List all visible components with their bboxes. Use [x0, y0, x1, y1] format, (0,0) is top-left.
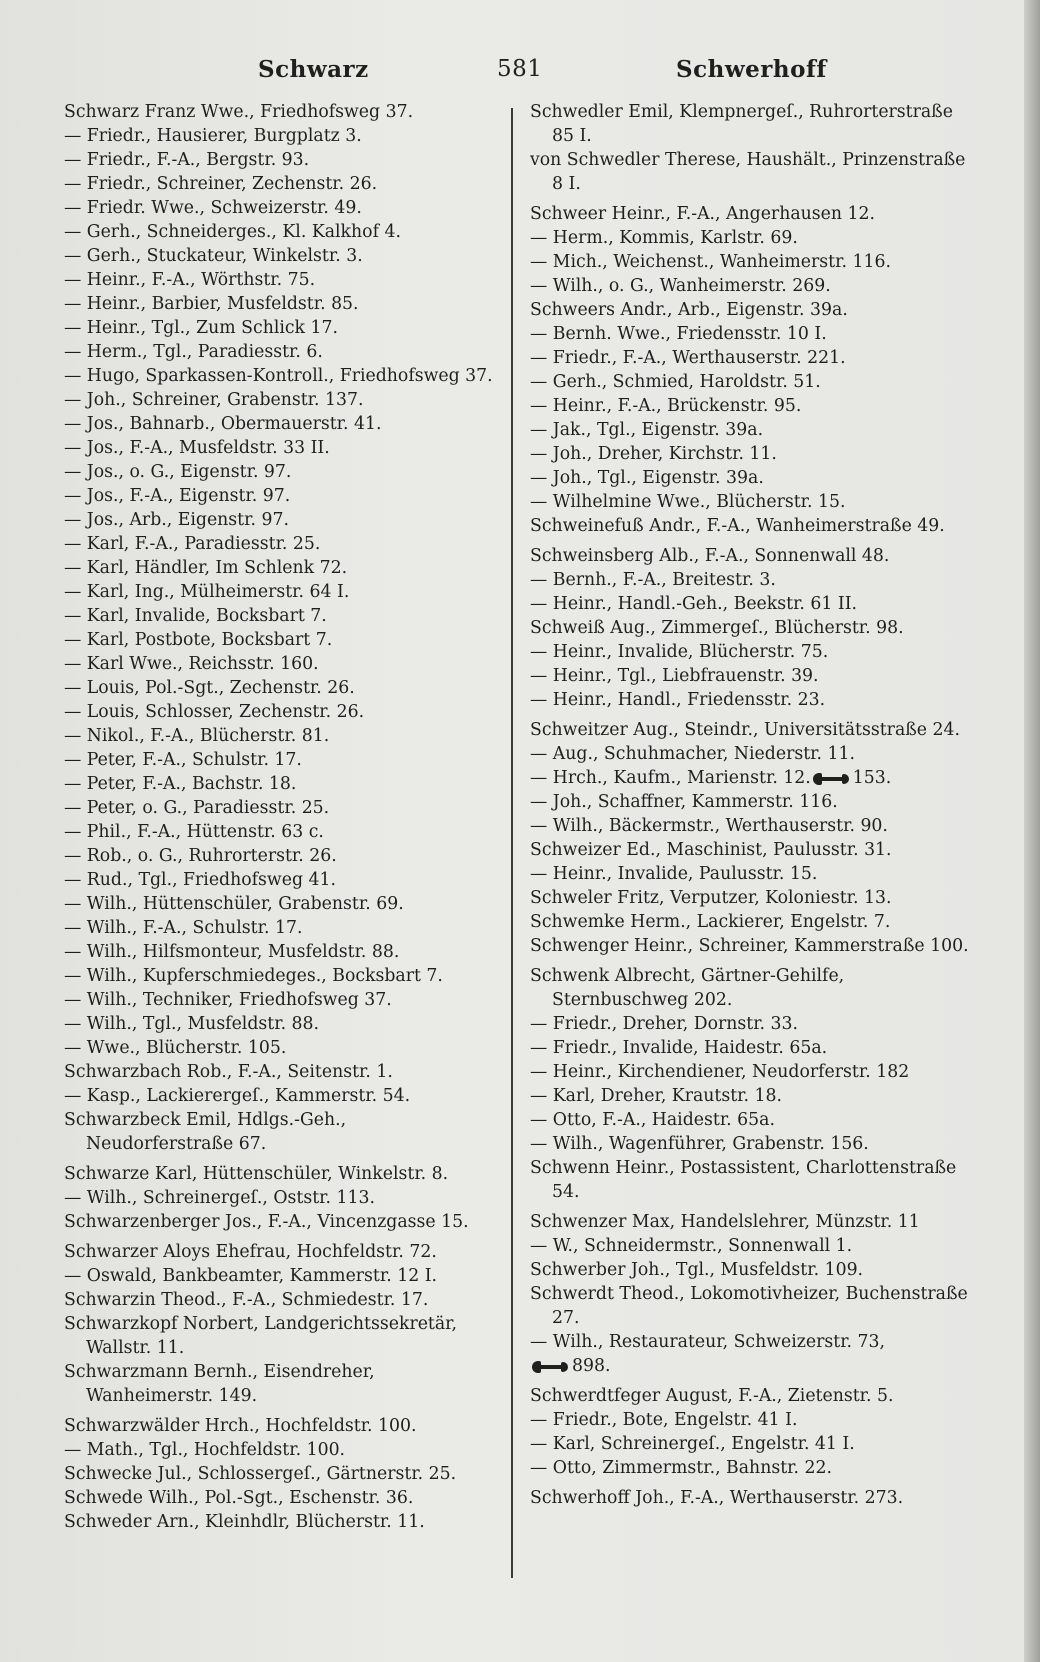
list-item: — Jos., F.-A., Musfeldstr. 33 II.: [64, 438, 330, 458]
list-item: — Wilh., Hüttenschüler, Grabenstr. 69.: [64, 894, 404, 914]
list-item: — Herm., Kommis, Karlstr. 69.: [530, 228, 798, 248]
list-item: — Otto, F.-A., Haidestr. 65a.: [530, 1110, 775, 1130]
list-item: Schwerhoff Joh., F.-A., Werthauserstr. 273.: [530, 1488, 904, 1508]
list-item: — Peter, F.-A., Schulstr. 17.: [64, 750, 302, 770]
list-item: — Friedr., F.-A., Bergstr. 93.: [64, 150, 310, 170]
list-item: Schwenzer Max, Handelslehrer, Münzstr. 11: [530, 1212, 920, 1232]
list-item: — Gerh., Schmied, Haroldstr. 51.: [530, 372, 821, 392]
list-item: — Friedr., Schreiner, Zechenstr. 26.: [64, 174, 378, 194]
list-item: Schweler Fritz, Verputzer, Koloniestr. 13.: [530, 888, 892, 908]
list-item: — Wilh., Kupferschmiedeges., Bocksbart 7.: [64, 966, 443, 986]
page-header: [0, 56, 1024, 96]
list-item: Schwenger Heinr., Schreiner, Kammerstraße 100.: [530, 936, 969, 956]
list-item: Schwerdt Theod., Lokomotivheizer, Buchenstraße 27.: [530, 1284, 968, 1328]
list-item: Schwarze Karl, Hüttenschüler, Winkelstr. 8.: [64, 1164, 449, 1184]
list-item: Schwarzbeck Emil, Hdlgs.-Geh., Neudorferstraße 67.: [64, 1110, 347, 1154]
list-item: — Karl, Händler, Im Schlenk 72.: [64, 558, 348, 578]
list-item: — Wilh., Tgl., Musfeldstr. 88.: [64, 1014, 320, 1034]
list-item: Schwenn Heinr., Postassistent, Charlottenstraße 54.: [530, 1158, 957, 1202]
page-number: 581: [497, 56, 543, 82]
list-item: — Gerh., Schneiderges., Kl. Kalkhof 4.: [64, 222, 401, 242]
list-item: — Friedr., Dreher, Dornstr. 33.: [530, 1014, 799, 1034]
list-item: — Karl Wwe., Reichsstr. 160.: [64, 654, 319, 674]
list-item: Schwede Wilh., Pol.-Sgt., Eschenstr. 36.: [64, 1488, 414, 1508]
list-item: Schweitzer Aug., Steindr., Universitätsstraße 24.: [530, 720, 960, 740]
list-item: — Heinr., Tgl., Liebfrauenstr. 39.: [530, 666, 819, 686]
list-item: — Joh., Tgl., Eigenstr. 39a.: [530, 468, 764, 488]
list-item: — Jak., Tgl., Eigenstr. 39a.: [530, 420, 764, 440]
list-item: Schweder Arn., Kleinhdlr, Blücherstr. 11.: [64, 1512, 425, 1532]
list-item: — Mich., Weichenst., Wanheimerstr. 116.: [530, 252, 891, 272]
list-item: — Friedr., F.-A., Werthauserstr. 221.: [530, 348, 846, 368]
list-item: — Heinr., Tgl., Zum Schlick 17.: [64, 318, 339, 338]
list-item: — Louis, Schlosser, Zechenstr. 26.: [64, 702, 365, 722]
list-item: — Friedr. Wwe., Schweizerstr. 49.: [64, 198, 362, 218]
list-item: Schwarzkopf Norbert, Landgerichtssekretär, Wallstr. 11.: [64, 1314, 458, 1358]
list-item: — Jos., F.-A., Eigenstr. 97.: [64, 486, 291, 506]
list-item: — Kasp., Lackierergeſ., Kammerstr. 54.: [64, 1086, 411, 1106]
list-item: Schweiß Aug., Zimmergeſ., Blücherstr. 98.: [530, 618, 904, 638]
list-item: — Wilh., F.-A., Schulstr. 17.: [64, 918, 303, 938]
list-item: — Karl, Invalide, Bocksbart 7.: [64, 606, 327, 626]
list-item: — Peter, F.-A., Bachstr. 18.: [64, 774, 297, 794]
list-item: Schwarzin Theod., F.-A., Schmiedestr. 17.: [64, 1290, 429, 1310]
list-item: — Heinr., F.-A., Wörthstr. 75.: [64, 270, 316, 290]
list-item: Schwarzer Aloys Ehefrau, Hochfeldstr. 72.: [64, 1242, 437, 1262]
list-item: — Joh., Schreiner, Grabenstr. 137.: [64, 390, 364, 410]
list-item: — Friedr., Invalide, Haidestr. 65a.: [530, 1038, 828, 1058]
list-item: Schwarzmann Bernh., Eisendreher, Wanheimerstr. 149.: [64, 1362, 375, 1406]
list-item: — Wilh., Bäckermstr., Werthauserstr. 90.: [530, 816, 888, 836]
list-item: — Jos., Bahnarb., Obermauerstr. 41.: [64, 414, 382, 434]
list-item: — Wilhelmine Wwe., Blücherstr. 15.: [530, 492, 846, 512]
telephone-number: 153.: [852, 768, 892, 788]
header-left-keyword: Schwarz: [258, 56, 369, 83]
list-item: — Karl, F.-A., Paradiesstr. 25.: [64, 534, 321, 554]
list-item: Schwarz Franz Wwe., Friedhofsweg 37.: [64, 102, 414, 122]
list-item: — Herm., Tgl., Paradiesstr. 6.: [64, 342, 323, 362]
list-item: Schweers Andr., Arb., Eigenstr. 39a.: [530, 300, 848, 320]
list-item: — Peter, o. G., Paradiesstr. 25.: [64, 798, 330, 818]
list-item: — Wilh., Techniker, Friedhofsweg 37.: [64, 990, 392, 1010]
list-item: — Oswald, Bankbeamter, Kammerstr. 12 I.: [64, 1266, 438, 1286]
list-item: Schwecke Jul., Schlossergeſ., Gärtnerstr. 25.: [64, 1464, 457, 1484]
list-item: — Jos., o. G., Eigenstr. 97.: [64, 462, 292, 482]
list-item: — Phil., F.-A., Hüttenstr. 63 c.: [64, 822, 324, 842]
list-item: — Joh., Dreher, Kirchstr. 11.: [530, 444, 777, 464]
list-item: Schwerdtfeger August, F.-A., Zietenstr. 5.: [530, 1386, 894, 1406]
list-item: — Rob., o. G., Ruhrorterstr. 26.: [64, 846, 337, 866]
entry-text: — Hrch., Kaufm., Marienstr. 12.: [530, 768, 811, 788]
list-item: — Heinr., F.-A., Brückenstr. 95.: [530, 396, 802, 416]
list-item: — Hugo, Sparkassen-Kontroll., Friedhofsweg 37.: [64, 366, 493, 386]
list-item: — Gerh., Stuckateur, Winkelstr. 3.: [64, 246, 363, 266]
list-item: — Bernh. Wwe., Friedensstr. 10 I.: [530, 324, 827, 344]
list-item: Schwenk Albrecht, Gärtner-Gehilfe, Sternbuschweg 202.: [530, 966, 845, 1010]
left-column: [64, 100, 496, 1534]
list-item: Schwarzenberger Jos., F.-A., Vincenzgasse 15.: [64, 1212, 469, 1232]
list-item: Schwarzwälder Hrch., Hochfeldstr. 100.: [64, 1416, 417, 1436]
list-item: — Otto, Zimmermstr., Bahnstr. 22.: [530, 1458, 832, 1478]
telephone-icon: [532, 1361, 568, 1373]
list-item: — Wwe., Blücherstr. 105.: [64, 1038, 287, 1058]
list-item: — Heinr., Handl.-Geh., Beekstr. 61 II.: [530, 594, 858, 614]
list-item: — Wilh., Restaurateur, Schweizerstr. 73,: [530, 1332, 886, 1352]
list-item: — Karl, Schreinergeſ., Engelstr. 41 I.: [530, 1434, 855, 1454]
list-item: — Rud., Tgl., Friedhofsweg 41.: [64, 870, 336, 890]
list-item: — Karl, Dreher, Krautstr. 18.: [530, 1086, 783, 1106]
page-edge-shadow: [1024, 0, 1040, 1662]
list-item: — Heinr., Invalide, Blücherstr. 75.: [530, 642, 829, 662]
list-item: — Wilh., o. G., Wanheimerstr. 269.: [530, 276, 831, 296]
list-item: — Heinr., Invalide, Paulusstr. 15.: [530, 864, 818, 884]
list-item: von Schwedler Therese, Haushält., Prinzenstraße 8 I.: [530, 150, 966, 194]
list-item: — Wilh., Schreinergeſ., Oststr. 113.: [64, 1188, 375, 1208]
header-right-keyword: Schwerhoff: [676, 56, 827, 83]
list-item: — Karl, Ing., Mülheimerstr. 64 I.: [64, 582, 350, 602]
list-item: — Friedr., Bote, Engelstr. 41 I.: [530, 1410, 798, 1430]
list-item: Schwemke Herm., Lackierer, Engelstr. 7.: [530, 912, 891, 932]
list-item: — Math., Tgl., Hochfeldstr. 100.: [64, 1440, 346, 1460]
list-item: Schweinefuß Andr., F.-A., Wanheimerstraße 49.: [530, 516, 945, 536]
list-item: [530, 766, 978, 790]
list-item: Schweinsberg Alb., F.-A., Sonnenwall 48.: [530, 546, 890, 566]
list-item: — Joh., Schaffner, Kammerstr. 116.: [530, 792, 838, 812]
list-item: — Karl, Postbote, Bocksbart 7.: [64, 630, 333, 650]
list-item: Schwedler Emil, Klempnergeſ., Ruhrorterstraße 85 I.: [530, 102, 953, 146]
list-item: — Wilh., Wagenführer, Grabenstr. 156.: [530, 1134, 869, 1154]
list-item: — Heinr., Kirchendiener, Neudorferstr. 182: [530, 1062, 910, 1082]
list-item: — Aug., Schuhmacher, Niederstr. 11.: [530, 744, 855, 764]
right-column: [530, 100, 978, 1510]
list-item: Schweizer Ed., Maschinist, Paulusstr. 31.: [530, 840, 892, 860]
list-item: Schwarzbach Rob., F.-A., Seitenstr. 1.: [64, 1062, 393, 1082]
list-item: — Louis, Pol.-Sgt., Zechenstr. 26.: [64, 678, 355, 698]
list-item: Schwerber Joh., Tgl., Musfeldstr. 109.: [530, 1260, 864, 1280]
list-item: [530, 1354, 978, 1378]
list-item: — Heinr., Barbier, Musfeldstr. 85.: [64, 294, 359, 314]
column-divider: [511, 108, 513, 1578]
list-item: Schweer Heinr., F.-A., Angerhausen 12.: [530, 204, 875, 224]
list-item: — Jos., Arb., Eigenstr. 97.: [64, 510, 289, 530]
telephone-number: 898.: [572, 1356, 611, 1376]
list-item: — W., Schneidermstr., Sonnenwall 1.: [530, 1236, 853, 1256]
list-item: — Nikol., F.-A., Blücherstr. 81.: [64, 726, 330, 746]
list-item: — Friedr., Hausierer, Burgplatz 3.: [64, 126, 362, 146]
telephone-icon: [813, 773, 849, 785]
list-item: — Bernh., F.-A., Breitestr. 3.: [530, 570, 776, 590]
list-item: — Wilh., Hilfsmonteur, Musfeldstr. 88.: [64, 942, 400, 962]
list-item: — Heinr., Handl., Friedensstr. 23.: [530, 690, 826, 710]
